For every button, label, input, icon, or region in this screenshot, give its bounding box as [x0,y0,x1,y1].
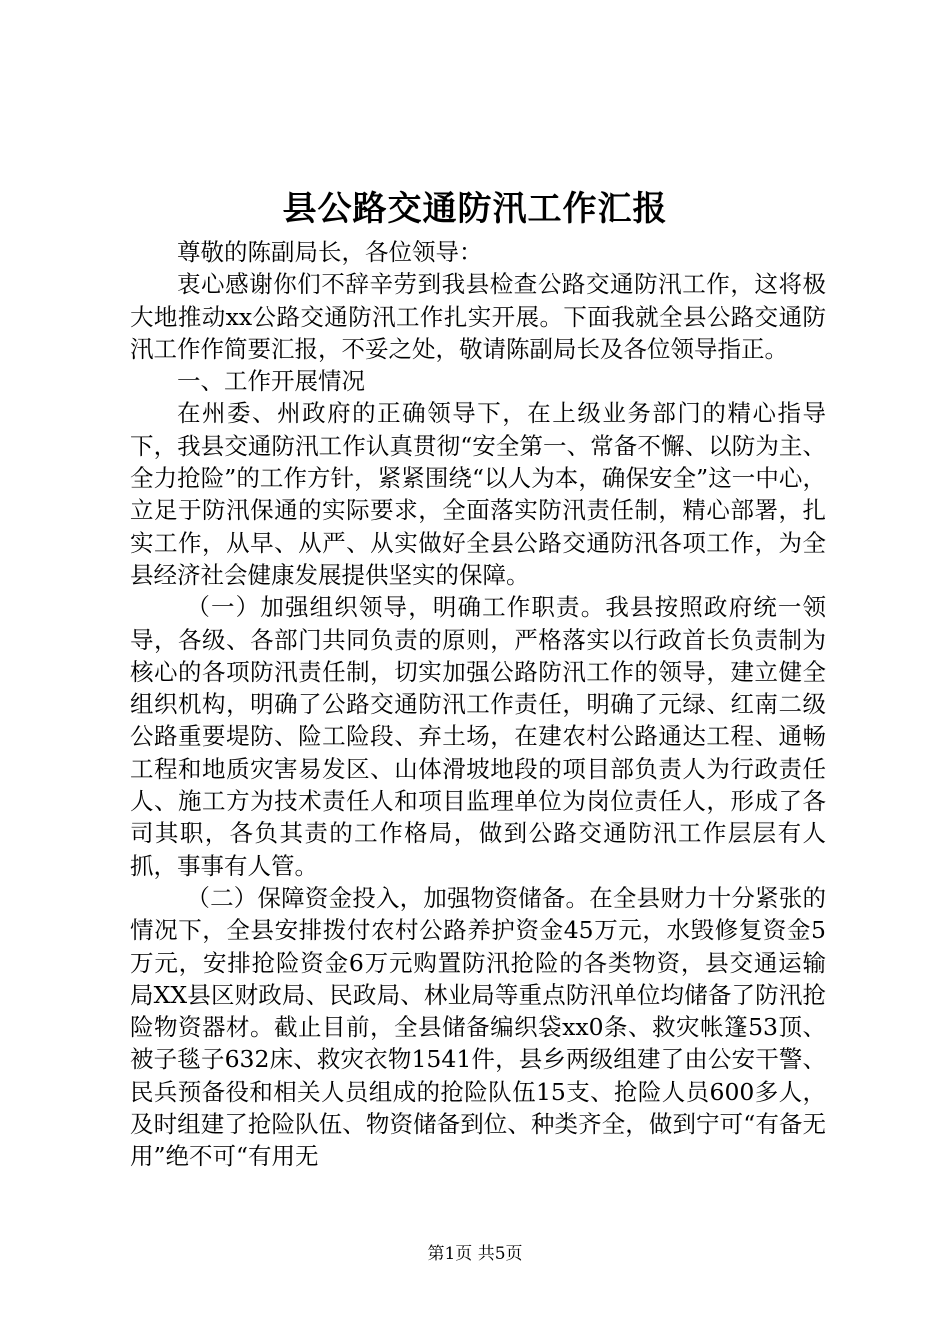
document-title: 县公路交通防汛工作汇报 [282,189,668,229]
subsection-2-paragraph: （二）保障资金投入，加强物资储备。在全县财力十分紧张的情况下，全县安排拨付农村公路养护资金45万元，水毁修复资金5万元，安排抢险资金6万元购置防汛抢险的各类物资，县交通运输局XX县区财政局、民政局、林业局等重点防汛单位均储备了防汛抢险物资器材。截止目前，全县储备编织袋xx0条、救灾帐篷53顶、被子毯子632床、救灾衣物1541件，县乡两级组建了由公安干警、民兵预备役和相关人员组成的抢险队伍15支、抢险人员600多人，及时组建了抢险队伍、物资储备到位、种类齐全，做到宁可“有备无用”绝不可“有用无 [130,883,826,1171]
document-body [130,236,826,1173]
section-heading: 一、工作开展情况 [177,367,365,396]
overview-paragraph: 在州委、州政府的正确领导下，在上级业务部门的精心指导下，我县交通防汛工作认真贯彻“安全第一、常备不懈、以防为主、全力抢险”的工作方针，紧紧围绕“以人为本，确保安全”这一中心，立足于防汛保通的实际要求，全面落实防汛责任制，精心部署，扎实工作，从早、从严、从实做好全县公路交通防汛各项工作，为全县经济社会健康发展提供坚实的保障。 [130,399,826,589]
salutation-paragraph: 尊敬的陈副局长，各位领导： [177,238,483,266]
subsection-1-paragraph: （一）加强组织领导，明确工作职责。我县按照政府统一领导，各级、各部门共同负责的原则，严格落实以行政首长负责制为核心的各项防汛责任制，切实加强公路防汛工作的领导，建立健全组织机构，明确了公路交通防汛工作责任，明确了元绿、红南二级公路重要堤防、险工险段、弃土场，在建农村公路通达工程、通畅工程和地质灾害易发区、山体滑坡地段的项目部负责人为行政责任人、施工方为技术责任人和项目监理单位为岗位责任人，形成了各司其职，各负其责的工作格局，做到公路交通防汛工作层层有人抓，事事有人管。 [130,593,826,880]
page-number-footer: 第1页 共5页 [427,1244,523,1264]
intro-paragraph: 衷心感谢你们不辞辛劳到我县检查公路交通防汛工作，这将极大地推动xx公路交通防汛工作扎实开展。下面我就全县公路交通防汛工作作简要汇报，不妥之处，敬请陈副局长及各位领导指正。 [130,270,826,363]
